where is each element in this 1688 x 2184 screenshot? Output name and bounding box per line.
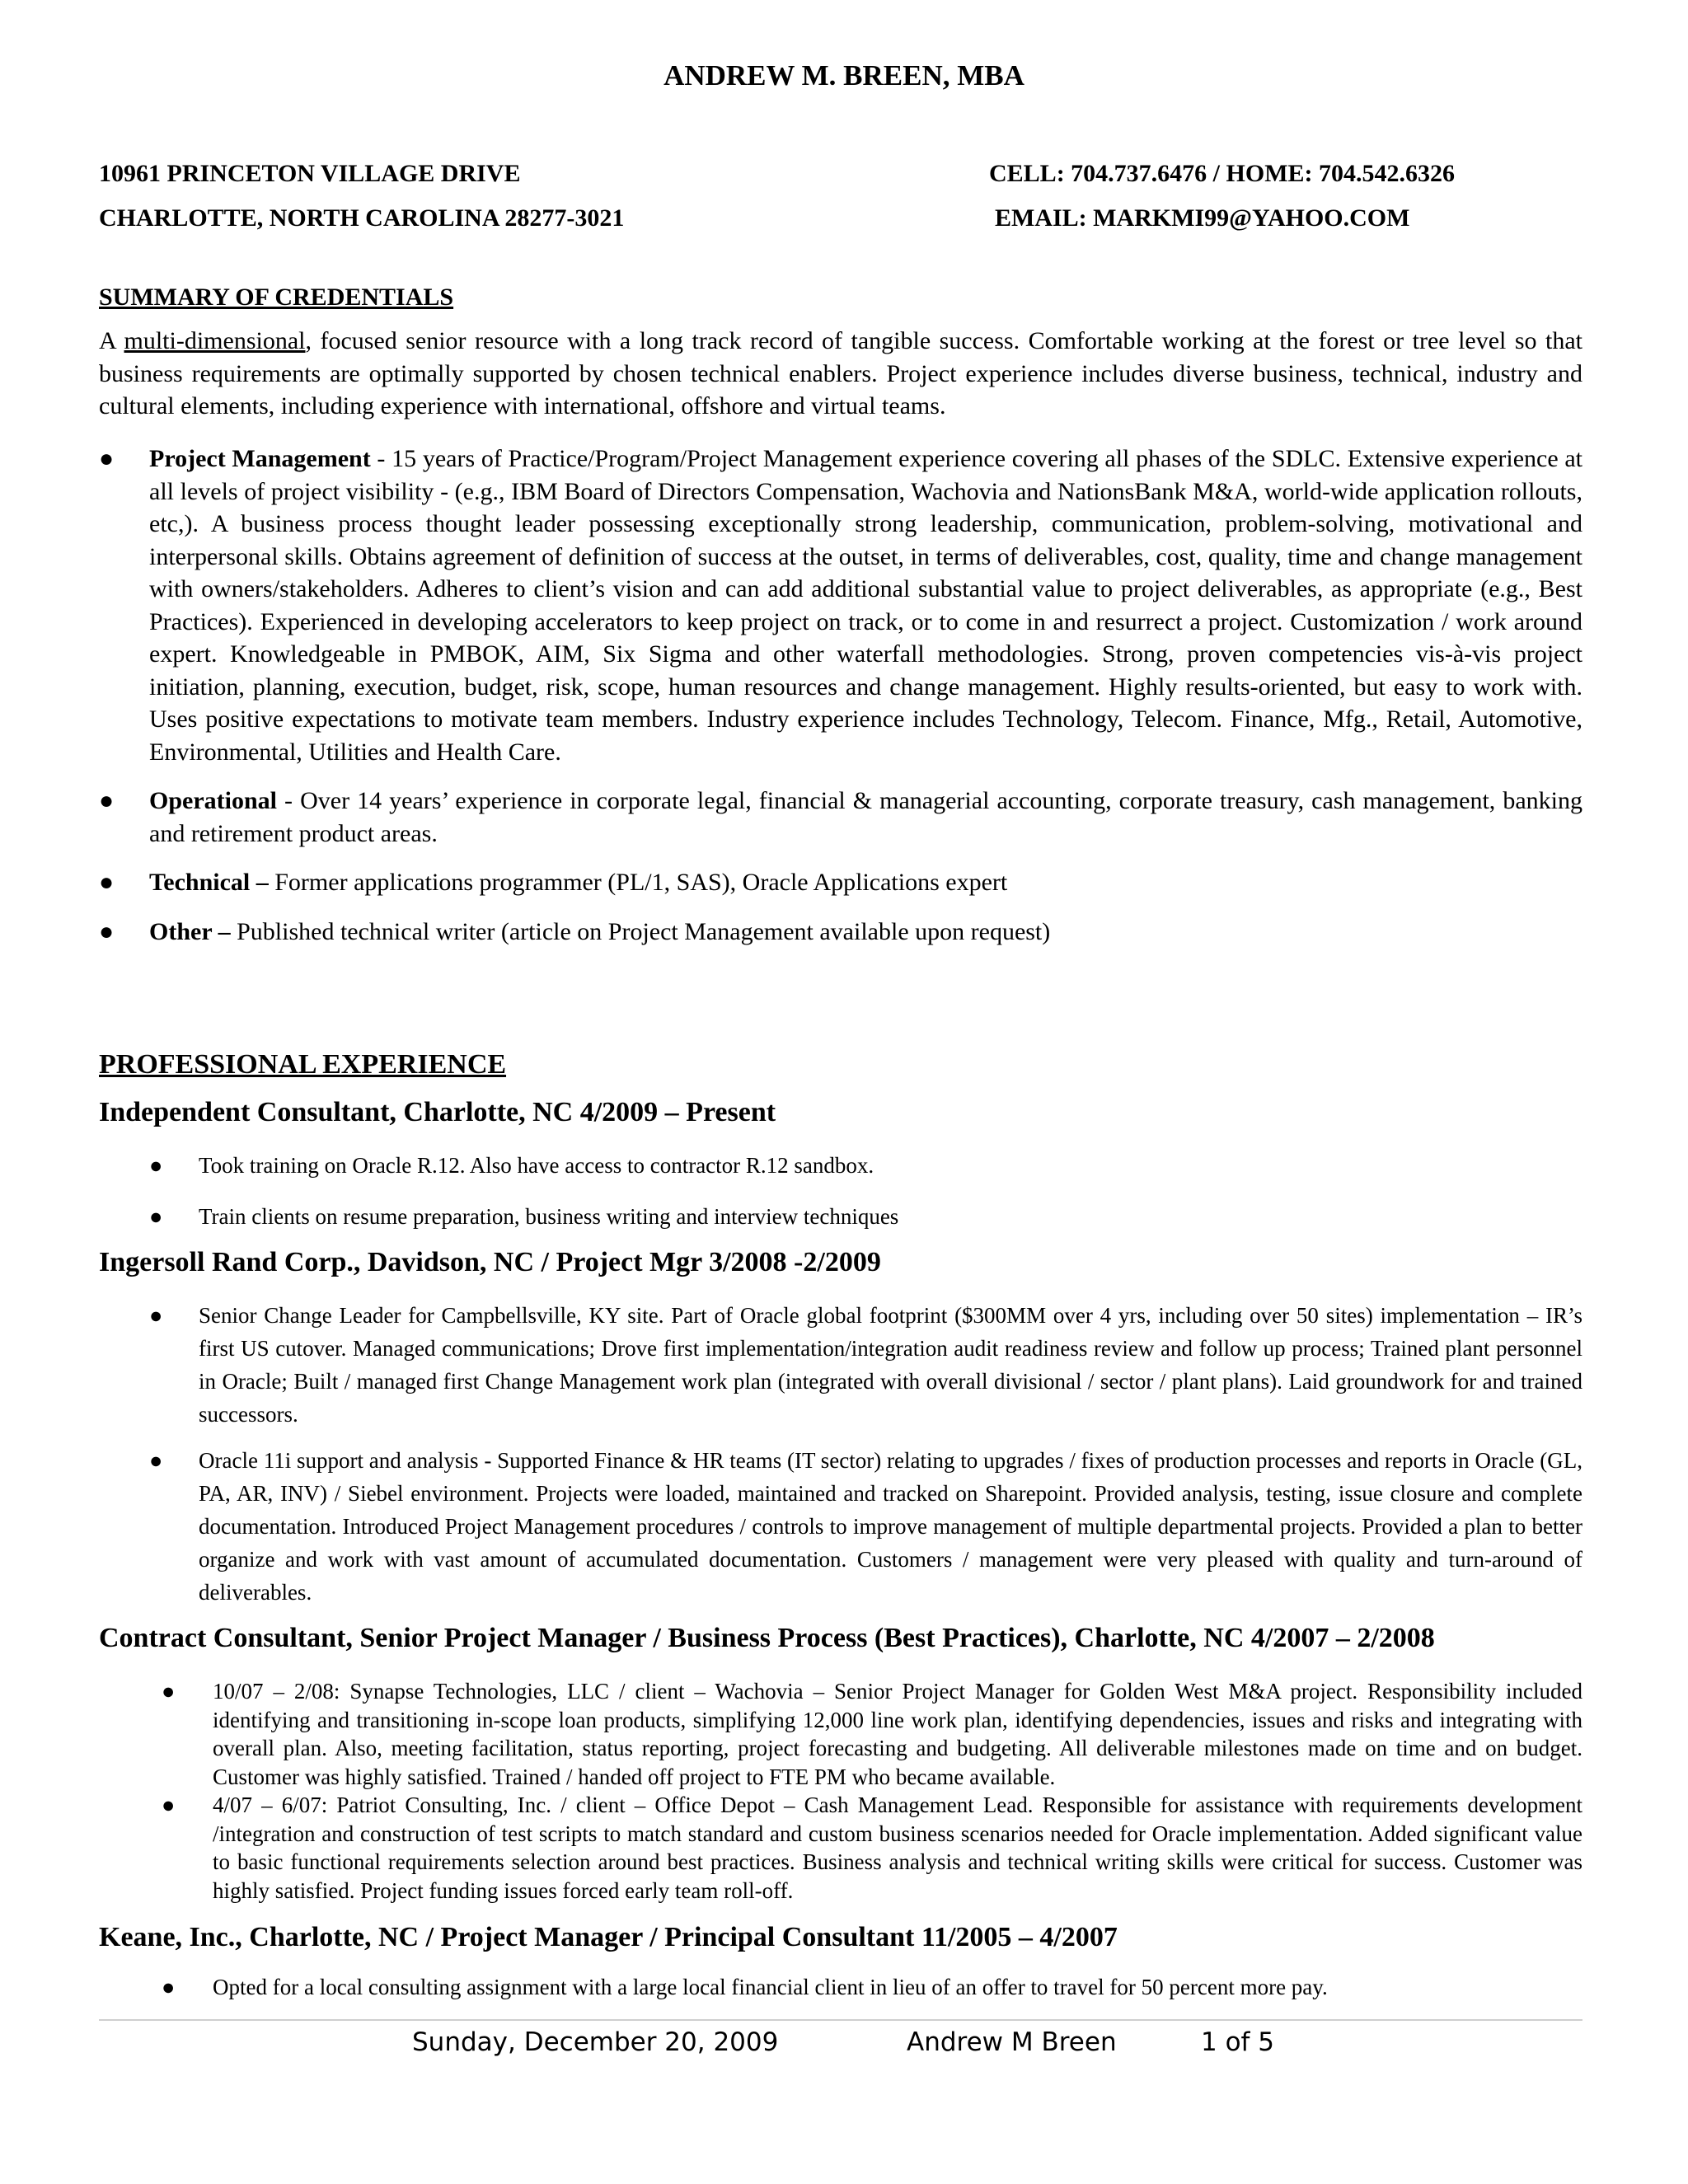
bullet-icon: ●	[162, 1793, 176, 1817]
job-bullets	[149, 1149, 1582, 1233]
footer-author: Andrew M Breen	[907, 2027, 1117, 2057]
job-bullet	[149, 1149, 1582, 1182]
job-bullet	[149, 1444, 1582, 1609]
footer-page-number: 1 of 5	[1201, 2027, 1275, 2057]
bullet-icon: ●	[149, 1448, 163, 1473]
credential-item	[99, 866, 1582, 899]
credential-text: - 15 years of Practice/Program/Project Management experience covering all phases of the SDLC. Extensive experience at all levels of project visibility - (e.g., IBM Board of Directors Compensation, Wachovia and NationsBank M&A, world-wide application rollouts, etc,). A business process thought leader possessing exceptionally strong leadership, communication, problem-solving, motivational and interpersonal skills. Obtains agreement of definition of success at the outset, in terms of deliverables, cost, quality, time and change management with owners/stakeholders. Adheres to client’s vision and can add additional substantial value to project deliverables, as appropriate (e.g., Best Practices). Experienced in developing accelerators to keep project on track, or to come in and resurrect a project. Customization / work around expert. Knowledgeable in PMBOK, AIM, Six Sigma and other waterfall methodologies. Strong, proven competencies vis-à-vis project initiation, planning, execution, budget, risk, scope, human resources and change management. Highly results-oriented, but easy to work with. Uses positive expectations to motivate team members. Industry experience includes Technology, Telecom. Finance, Mfg., Retail, Automotive, Environmental, Utilities and Health Care.	[149, 445, 1582, 766]
bullet-icon: ●	[99, 445, 115, 472]
job-title: Independent Consultant, Charlotte, NC 4/2009 – Present	[99, 1097, 776, 1127]
job-bullet	[162, 1677, 1582, 1791]
job-bullet-text: Opted for a local consulting assignment with a large local financial client in lieu of an offer to travel for 50 percent more pay.	[213, 1975, 1328, 1999]
job-bullets	[149, 1299, 1582, 1609]
experience-heading: PROFESSIONAL EXPERIENCE	[99, 1049, 507, 1080]
job-bullet-text: Took training on Oracle R.12. Also have access to contractor R.12 sandbox.	[199, 1153, 874, 1178]
job-bullet	[149, 1200, 1582, 1233]
job-bullet	[162, 1791, 1582, 1905]
job-title: Ingersoll Rand Corp., Davidson, NC / Project Mgr 3/2008 -2/2009	[99, 1247, 881, 1277]
job-bullets	[162, 1973, 1582, 2002]
address-line-1: 10961 PRINCETON VILLAGE DRIVE	[99, 160, 521, 187]
summary-intro-lead: A	[99, 327, 124, 354]
footer-divider	[99, 2019, 1582, 2021]
bullet-icon: ●	[162, 1679, 176, 1704]
credential-label: Technical –	[149, 869, 269, 896]
credential-item	[99, 443, 1582, 768]
credential-label: Other –	[149, 917, 231, 945]
credential-item	[99, 785, 1582, 850]
bullet-icon: ●	[99, 787, 115, 814]
summary-intro-rest: , focused senior resource with a long track record of tangible success. Comfortable working at the forest or tree level so that business requirements are optimally supported by chosen technical enablers. Project experience includes diverse business, technical, industry and cultural elements, including experience with international, offshore and virtual teams.	[99, 327, 1582, 419]
job-bullet	[149, 1299, 1582, 1431]
credential-label: Project Management	[149, 445, 371, 472]
job-bullet-text: Oracle 11i support and analysis - Supported Finance & HR teams (IT sector) relating to upgrades / fixes of production processes and reports in Oracle (GL, PA, AR, INV) / Siebel environment. Projects were loaded, maintained and tracked on Sharepoint. Provided analysis, testing, issue closure and complete documentation. Introduced Project Management procedures / controls to improve management of multiple departmental projects. Provided a plan to better organize and work with vast amount of accumulated documentation. Customers / management were very pleased with quality and turn-around of deliverables.	[199, 1448, 1582, 1605]
job-title: Keane, Inc., Charlotte, NC / Project Manager / Principal Consultant 11/2005 – 4/2007	[99, 1922, 1118, 1952]
bullet-icon: ●	[149, 1204, 163, 1229]
summary-intro	[99, 325, 1582, 423]
job-bullet	[162, 1973, 1582, 2002]
bullet-icon: ●	[162, 1975, 176, 1999]
job-bullet-text: Senior Change Leader for Campbellsville, KY site. Part of Oracle global footprint ($300MM over 4 yrs, including over 50 sites) implementation – IR’s first US cutover. Managed communications; Drove first implementation/integration audit readiness review and follow up process; Trained plant personnel in Oracle; Built / managed first Change Management work plan (integrated with overall divisional / sector / plant plans). Laid groundwork for and trained successors.	[199, 1303, 1582, 1427]
credential-label: Operational	[149, 787, 277, 814]
job-bullet-text: 4/07 – 6/07: Patriot Consulting, Inc. / client – Office Depot – Cash Management Lead. Responsible for assistance with requirements development /integration and construction of test scripts to match standard and custom business scenarios needed for Oracle implementation. Added significant value to basic functional requirements selection around best practices. Business analysis and technical writing skills were critical for success. Customer was highly satisfied. Project funding issues forced early team roll-off.	[213, 1793, 1582, 1903]
bullet-icon: ●	[99, 869, 115, 896]
address-line-2: CHARLOTTE, NORTH CAROLINA 28277-3021	[99, 204, 625, 232]
summary-intro-underlined: multi-dimensional	[124, 327, 306, 354]
phone-numbers: CELL: 704.737.6476 / HOME: 704.542.6326	[989, 160, 1456, 187]
credential-text: Former applications programmer (PL/1, SAS), Oracle Applications expert	[268, 869, 1008, 896]
credential-text: Published technical writer (article on Project Management available upon request)	[230, 917, 1051, 945]
email-address: EMAIL: MARKMI99@YAHOO.COM	[995, 204, 1410, 232]
footer-date: Sunday, December 20, 2009	[412, 2027, 779, 2057]
candidate-name: ANDREW M. BREEN, MBA	[663, 59, 1025, 91]
summary-heading: SUMMARY OF CREDENTIALS	[99, 284, 454, 311]
job-bullets	[162, 1677, 1582, 1905]
job-title: Contract Consultant, Senior Project Manager / Business Process (Best Practices), Charlotte, NC 4/2007 – 2/2008	[99, 1623, 1435, 1653]
credentials-list	[99, 443, 1582, 948]
job-bullet-text: Train clients on resume preparation, business writing and interview techniques	[199, 1204, 899, 1229]
bullet-icon: ●	[99, 917, 115, 945]
job-bullet-text: 10/07 – 2/08: Synapse Technologies, LLC / client – Wachovia – Senior Project Manager for Golden West M&A project. Responsibility included identifying and transitioning in-scope loan products, simplifying 12,000 line work plan, identifying dependencies, issues and risks and integrating with overall plan. Also, meeting facilitation, status reporting, project forecasting and budgeting. All deliverable milestones made on time and on budget. Customer was highly satisfied. Trained / handed off project to FTE PM who became available.	[213, 1679, 1582, 1789]
credential-text: - Over 14 years’ experience in corporate legal, financial & managerial accounting, corporate treasury, cash management, banking and retirement product areas.	[149, 787, 1582, 847]
credential-item	[99, 916, 1582, 949]
bullet-icon: ●	[149, 1303, 163, 1328]
bullet-icon: ●	[149, 1153, 163, 1178]
